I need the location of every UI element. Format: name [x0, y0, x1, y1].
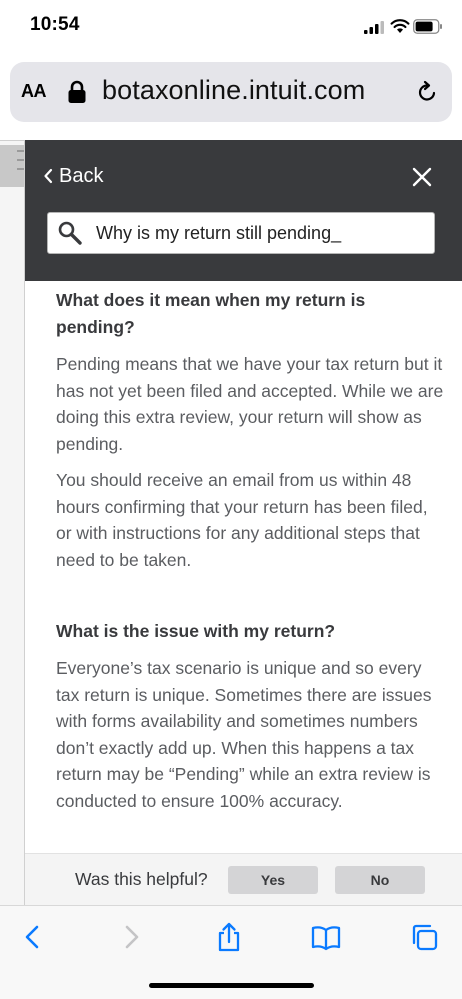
feedback-no-button[interactable]: No — [335, 866, 425, 894]
home-indicator — [149, 983, 314, 988]
status-bar — [0, 0, 462, 54]
address-bar[interactable] — [10, 62, 452, 122]
close-icon[interactable] — [411, 166, 433, 188]
feedback-bar — [25, 853, 462, 905]
feedback-yes-button[interactable]: Yes — [228, 866, 318, 894]
status-time: 10:54 — [30, 14, 80, 35]
chevron-left-icon — [43, 168, 53, 184]
article-section — [56, 618, 446, 814]
help-search-input[interactable] — [96, 213, 426, 253]
menu-lines-icon — [17, 150, 24, 180]
feedback-question: Was this helpful? — [75, 869, 208, 889]
share-icon[interactable] — [214, 922, 244, 952]
help-article — [56, 287, 446, 814]
cellular-signal-icon — [364, 21, 384, 34]
battery-icon — [413, 19, 443, 34]
url-text: botaxonline.intuit.com — [102, 75, 366, 105]
article-paragraph: You should receive an email from us within 48 hours confirming that your return has been filed, or with instructions for any additional steps that need to be taken. — [56, 470, 428, 570]
back-label: Back — [59, 164, 104, 187]
search-icon — [57, 220, 83, 246]
back-button[interactable] — [43, 162, 103, 190]
chevron-left-icon[interactable] — [18, 922, 48, 952]
tabs-icon[interactable] — [409, 922, 439, 952]
article-paragraph: Everyone’s tax scenario is unique and so every tax return is unique. Sometimes there are issues with forms availability and sometimes numbers don’t exactly add up. When this happens a tax return may be “Pending” while an extra review is conducted to ensure 100% accuracy. — [56, 658, 432, 811]
text-size-button[interactable] — [21, 81, 46, 102]
bookmarks-icon[interactable] — [311, 922, 341, 952]
reload-icon[interactable] — [415, 80, 439, 104]
article-heading: What does it mean when my return is pending? — [56, 290, 366, 337]
help-search-box[interactable] — [47, 212, 435, 254]
article-paragraph: Pending means that we have your tax return but it has not yet been filed and accepted. While we are doing this extra review, your return will show as pending. — [56, 354, 444, 454]
article-heading: What is the issue with my return? — [56, 621, 336, 641]
help-panel — [24, 140, 462, 905]
help-panel-header — [25, 140, 462, 281]
wifi-icon — [390, 18, 410, 34]
lock-icon — [67, 80, 87, 104]
chevron-right-icon[interactable] — [116, 922, 146, 952]
text-size-label: AA — [21, 81, 46, 101]
